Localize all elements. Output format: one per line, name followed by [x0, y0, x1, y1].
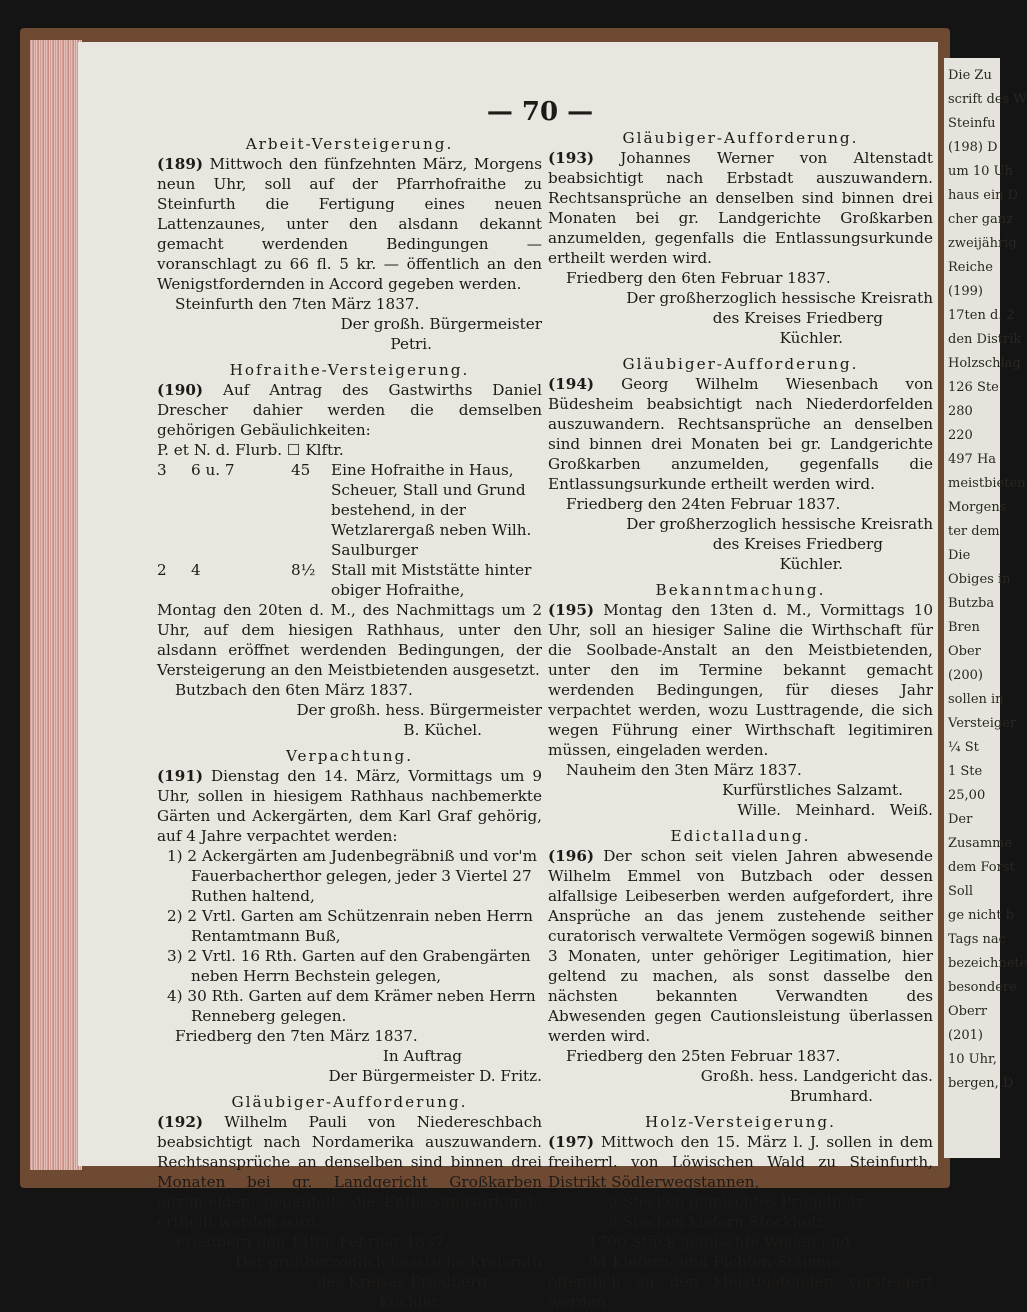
- notice-192: [157, 1092, 542, 1312]
- signature-district: des Kreises Friedberg: [712, 309, 883, 327]
- list-item: 84 Kiefern- und Fichten-Stämme,: [588, 1253, 845, 1271]
- next-page-fragment: cher ganz: [948, 212, 1013, 227]
- notice-body: [157, 1112, 542, 1232]
- description-cell: Eine Hofraithe in Haus, Scheuer, Stall und Grund bestehend, in der Wetzlarergaß neben Wilh. Saulburger: [331, 461, 532, 559]
- dateline: Friedberg den 7ten März 1837.: [175, 1027, 418, 1045]
- notice-number: (196): [548, 847, 595, 865]
- number-cell: 6 u. 7: [191, 461, 235, 479]
- table-row: [157, 560, 542, 600]
- signature-name: Küchler.: [779, 329, 843, 347]
- notice-number: (197): [548, 1133, 595, 1151]
- notice-body: [548, 374, 933, 494]
- notice-number: (194): [548, 375, 595, 393]
- notice-body: [157, 380, 542, 440]
- dateline: Friedberg den 24ten Februar 1837.: [566, 495, 841, 513]
- next-page-edge: [944, 58, 1027, 1158]
- notice-191: [157, 746, 542, 1086]
- signature-title: Der großh. Bürgermeister: [340, 315, 542, 333]
- next-page-fragment: 10 Uhr,: [948, 1052, 997, 1067]
- dateline: Friedberg den 25ten Februar 1837.: [566, 1047, 841, 1065]
- notice-text: Johannes Werner von Altenstadt beabsichtigt nach Erbstadt auszuwandern. Rechtsansprüche an denselben sind binnen drei Monaten bei gr. Landgerichte Großkarben anzumelden, gegenfalls die Entlassungsurkunde ertheilt werden wird.: [548, 149, 933, 267]
- next-page-fragment: (199): [948, 284, 983, 299]
- next-page-fragment: zweijährig: [948, 236, 1017, 251]
- notice-197: [548, 1112, 933, 1312]
- next-page-fragment: den Distrik: [948, 332, 1022, 347]
- notice-body: [157, 154, 542, 294]
- notice-heading: Bekanntmachung.: [655, 581, 826, 599]
- notice-text: Wilhelm Pauli von Niedereschbach beabsichtigt nach Nordamerika auszuwandern. Rechtsansprüche an denselben sind binnen drei Monaten bei gr. Landgericht Großkarben anzumelden, gegenfalls die Entlassungsurkunde ertheilt werden wird.: [157, 1113, 542, 1231]
- notice-heading: Verpachtung.: [285, 747, 414, 765]
- signature-name: Küchler.: [378, 1293, 442, 1311]
- notice-text: Montag den 13ten d. M., Vormittags 10 Uhr, soll an hiesiger Saline die Wirthschaft für die Soolbade-Anstalt an den Meistbietenden, unter den im Termine bekannt gemacht werdenden Bedingungen, für dieses Jahr verpachtet werden, wozu Lusttragende, die sich wegen Führung einer Wirthschaft legitimiren müssen, eingeladen werden.: [548, 601, 934, 759]
- signature-title: Der großh. hess. Bürgermeister: [296, 701, 542, 719]
- notice-text: Mittwoch den fünfzehnten März, Morgens neun Uhr, soll auf der Pfarrhofraithe zu Steinfurth die Fertigung eines neuen Lattenzaunes, unter den alsdann dekannt gemacht werdenden Bedingungen — voranschlagt zu 66 fl. 5 kr. — öffentlich an den Wenigstfordernden in Accord gegeben werden.: [157, 155, 543, 293]
- notice-heading: Edictalladung.: [670, 827, 811, 845]
- next-page-fragment: Obiges in: [948, 572, 1011, 587]
- signature-title: Der großherzoglich hessische Kreisrath: [626, 515, 933, 533]
- dateline: Butzbach den 6ten März 1837.: [175, 681, 413, 699]
- left-column: [157, 128, 542, 1312]
- notice-193: [548, 128, 933, 348]
- right-column: [548, 128, 933, 1312]
- notice-number: (191): [157, 767, 204, 785]
- notice-190: [157, 360, 542, 740]
- next-page-fragment: Versteiger: [948, 716, 1017, 731]
- next-page-fragment: ge nicht b: [948, 908, 1015, 923]
- signature-title: Kurfürstliches Salzamt.: [722, 781, 903, 799]
- notice-189: [157, 134, 542, 354]
- dateline: Friedberg den 6ten Februar 1837.: [566, 269, 831, 287]
- next-page-fragment: Soll: [948, 884, 974, 899]
- signature-name: Der Bürgermeister D. Fritz.: [328, 1067, 542, 1085]
- dateline: Nauheim den 3ten März 1837.: [566, 761, 802, 779]
- next-page-fragment: (201): [948, 1028, 983, 1043]
- dateline: Steinfurth den 7ten März 1837.: [175, 295, 420, 313]
- next-page-fragment: Bren: [948, 620, 980, 635]
- notice-heading: Gläubiger-Aufforderung.: [622, 129, 859, 147]
- notice-heading: Arbeit-Versteigerung.: [245, 135, 454, 153]
- notice-text: Auf Antrag des Gastwirths Daniel Drescher dahier werden die demselben gehörigen Gebäulichkeiten:: [157, 381, 543, 439]
- next-page-fragment: 280: [948, 404, 973, 419]
- signature-name: Küchler.: [779, 555, 843, 573]
- signature-name: B. Küchel.: [403, 721, 482, 739]
- list-item: 2) 2 Vrtl. Garten am Schützenrain neben Herrn Rentamtmann Buß,: [167, 907, 533, 945]
- page-number: — 70 —: [486, 97, 594, 127]
- next-page-fragment: scrift des W: [948, 92, 1027, 107]
- next-page-fragment: um 10 Uh: [948, 164, 1013, 179]
- property-table: [157, 440, 542, 600]
- list-item: 3) 2 Vrtl. 16 Rth. Garten auf den Grabengärten neben Herrn Bechstein gelegen,: [167, 947, 531, 985]
- next-page-fragment: Ober: [948, 644, 981, 659]
- notice-number: (195): [548, 601, 595, 619]
- next-page-fragment: 220: [948, 428, 973, 443]
- notice-195: [548, 580, 933, 820]
- next-page-fragment: (200): [948, 668, 983, 683]
- notice-text: Dienstag den 14. März, Vormittags um 9 Uhr, sollen in hiesigem Rathhaus nachbemerkte Gärten und Ackergärten, dem Karl Graf gehörig, auf 4 Jahre verpachtet werden:: [157, 767, 543, 845]
- next-page-fragment: ter dem: [948, 524, 1000, 539]
- notice-heading: Gläubiger-Aufforderung.: [231, 1093, 468, 1111]
- notice-text: Der schon seit vielen Jahren abwesende Wilhelm Emmel von Butzbach oder dessen alfallsige Leibeserben werden aufgefordert, ihre Ansprüche an das jenem zustehende seither curatorisch verwaltete Vermögen sogewiß binnen 3 Monaten, unter gehöriger Legitimation, hier geltend zu machen, als sonst dasselbe den nächsten bekannten Verwandten des Abwesenden gegen Cautionsleistung überlassen werden wird.: [548, 847, 934, 1045]
- next-page-fragment: dem Forst: [948, 860, 1015, 875]
- signature-note: In Auftrag: [382, 1047, 462, 1065]
- number-cell: 4: [191, 561, 201, 579]
- next-page-fragment: 25,00: [948, 788, 986, 803]
- dateline: Friedberg den 14ten Februar 1837.: [175, 1233, 450, 1251]
- list-item: 4) 30 Rth. Garten auf dem Krämer neben Herrn Renneberg gelegen.: [167, 987, 536, 1025]
- signature-names: Wille. Meinhard. Weiß.: [737, 801, 933, 819]
- next-page-fragment: (198) D: [948, 140, 998, 155]
- signature-title: Der großherzoglich hessische Kreisrath: [235, 1253, 542, 1271]
- signature-title: Großh. hess. Landgericht das.: [700, 1067, 933, 1085]
- page-edges: [30, 40, 82, 1170]
- list-item: 1700 Stück gemischte Wellen und: [588, 1233, 851, 1251]
- next-page-fragment: 1 Ste: [948, 764, 983, 779]
- klafter-cell: 45: [291, 461, 311, 479]
- next-page-fragment: besondere: [948, 980, 1017, 995]
- signature-name: Brumhard.: [789, 1087, 873, 1105]
- table-row: [157, 460, 542, 560]
- next-page-fragment: 497 Ha: [948, 452, 997, 467]
- notice-194: [548, 354, 933, 574]
- list-item: 1) 2 Ackergärten am Judenbegräbniß und vor'm Fauerbacherthor gelegen, jeder 3 Viertel 27 Ruthen haltend,: [167, 847, 537, 905]
- next-page-fragment: Morgens: [948, 500, 1007, 515]
- notice-body: [157, 766, 542, 846]
- next-page-fragment: Zusamme: [948, 836, 1013, 851]
- next-page-fragment: Die: [948, 548, 971, 563]
- notice-heading: Gläubiger-Aufforderung.: [622, 355, 859, 373]
- notice-number: (192): [157, 1113, 204, 1131]
- next-page-fragment: Der: [948, 812, 973, 827]
- next-page-fragment: bergen, D: [948, 1076, 1014, 1091]
- table-header: P. et N. d. Flurb. ☐ Klftr.: [157, 441, 344, 459]
- next-page-fragment: ¼ St: [948, 740, 979, 755]
- list-item: 8 Stecken kiefern Stockholz,: [608, 1213, 829, 1231]
- signature-district: des Kreises Friedberg.: [316, 1273, 492, 1291]
- next-page-fragment: meistbieten: [948, 476, 1026, 491]
- signature-district: des Kreises Friedberg: [712, 535, 883, 553]
- next-page-fragment: 17ten d. 2: [948, 308, 1015, 323]
- next-page-fragment: Butzba: [948, 596, 995, 611]
- next-page-fragment: Oberr: [948, 1004, 988, 1019]
- flur-cell: 3: [157, 461, 167, 479]
- klafter-cell: 8½: [291, 561, 316, 579]
- next-page-fragment: Tags nac: [948, 932, 1006, 947]
- notice-heading: Holz-Versteigerung.: [645, 1113, 836, 1131]
- next-page-fragment: Steinfu: [948, 116, 996, 131]
- list-item: 9 Stecken gemischtes Prügelholz,: [608, 1193, 869, 1211]
- signature-name: Petri.: [390, 335, 432, 353]
- notice-body: [548, 600, 933, 760]
- next-page-fragment: bezeichnete: [948, 956, 1027, 971]
- notice-body: [548, 846, 933, 1046]
- notice-closing: öffentlich an den Meistbietenden versteigert werden.: [548, 1273, 933, 1311]
- notice-text: Mittwoch den 15. März l. J. sollen in dem freiherrl. von Löwischen Wald zu Steinfurth, Distrikt Södlerwegstannen,: [548, 1133, 934, 1191]
- next-page-fragment: Reiche: [948, 260, 993, 275]
- notice-number: (189): [157, 155, 204, 173]
- next-page-fragment: sollen in: [948, 692, 1004, 707]
- notice-text: Georg Wilhelm Wiesenbach von Büdesheim beabsichtigt nach Niederdorfelden auszuwandern. Rechtsansprüche an denselben sind binnen drei Monaten bei gr. Landgerichte Großkarben anzumelden, gegenfalls die Entlassungsurkunde ertheilt werden wird.: [548, 375, 934, 493]
- notice-text-continued: Montag den 20ten d. M., des Nachmittags um 2 Uhr, auf dem hiesigen Rathhaus, unter den alsdann eröffnet werdenden Bedingungen, der Versteigerung an den Meistbietenden ausgesetzt.: [157, 601, 542, 679]
- notice-196: [548, 826, 933, 1106]
- next-page-fragment: haus ein D: [948, 188, 1019, 203]
- notice-heading: Hofraithe-Versteigerung.: [229, 361, 470, 379]
- notice-body: [548, 1132, 933, 1192]
- description-cell: Stall mit Miststätte hinter obiger Hofraithe,: [331, 561, 532, 599]
- next-page-fragment: Holzschlag: [948, 356, 1021, 371]
- notice-number: (193): [548, 149, 595, 167]
- notice-body: [548, 148, 933, 268]
- flur-cell: 2: [157, 561, 167, 579]
- notice-number: (190): [157, 381, 204, 399]
- signature-title: Der großherzoglich hessische Kreisrath: [626, 289, 933, 307]
- next-page-fragment: 126 Ste: [948, 380, 999, 395]
- next-page-fragment: Die Zu: [948, 68, 992, 83]
